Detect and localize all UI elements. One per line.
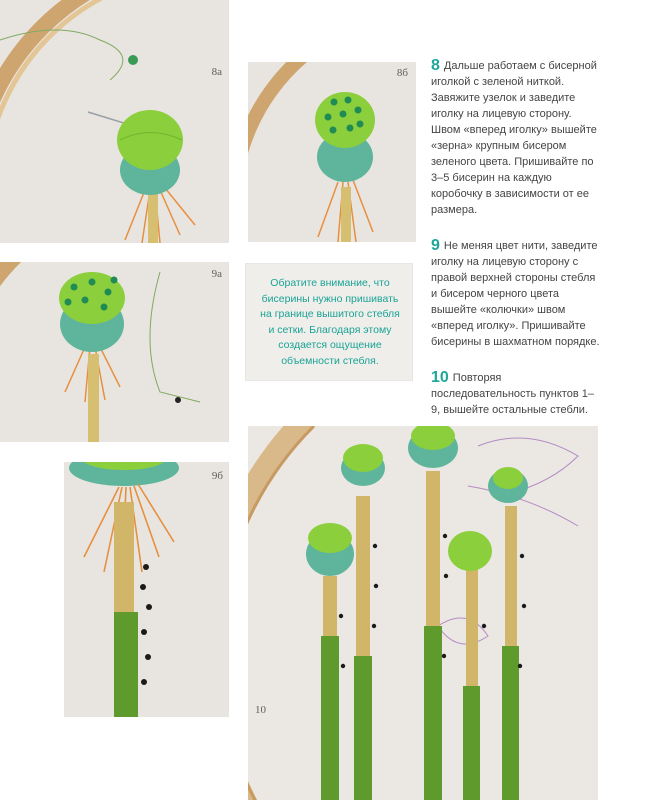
- step-9: [431, 238, 601, 350]
- photo-step-9b: [64, 462, 229, 717]
- embroidery-illustration: [0, 262, 229, 442]
- embroidery-illustration: [64, 462, 229, 717]
- instruction-steps: [431, 58, 601, 438]
- step-number: 8: [431, 57, 440, 74]
- photo-label: 8б: [396, 67, 408, 79]
- photo-label: 9б: [211, 470, 223, 482]
- photo-step-8a: [0, 0, 229, 243]
- step-number: 9: [431, 237, 440, 254]
- embroidery-illustration: [248, 62, 416, 242]
- photo-label: 8а: [211, 66, 222, 78]
- step-8: [431, 58, 601, 218]
- photo-label: 10: [255, 704, 266, 716]
- note-box: [245, 263, 413, 381]
- step-text: Дальше работаем с бисерной иголкой с зеленой ниткой. Завяжите узелок и заведите иголку на лицевую сторону. Швом «вперед иголку» вышейте «зерна» крупным бисером зеленого цвета. Пришивайте по 3–5 бисерин на каждую коробочку в зависимости от ее размера.: [431, 60, 597, 216]
- step-text: Не меняя цвет нити, заведите иголку на лицевую сторону с правой верхней стороны стебля и бисером черного цвета вышейте «колючки» швом «вперед иголку». Пришивайте бисерины в шахматном порядке.: [431, 240, 600, 348]
- step-number: 10: [431, 369, 449, 386]
- photo-step-10: [248, 426, 598, 800]
- embroidery-illustration: [0, 0, 229, 243]
- note-text: Обратите внимание, что бисерины нужно пришивать на границе вышитого стебля и сетки. Благодаря этому создается ощущение объемности стебля.: [260, 277, 400, 367]
- photo-label: 9а: [211, 268, 222, 280]
- step-10: [431, 370, 601, 418]
- step-text: Повторяя последовательность пунктов 1–9, вышейте остальные стебли.: [431, 372, 594, 416]
- embroidery-illustration: [248, 426, 598, 800]
- photo-step-8b: [248, 62, 416, 242]
- photo-step-9a: [0, 262, 229, 442]
